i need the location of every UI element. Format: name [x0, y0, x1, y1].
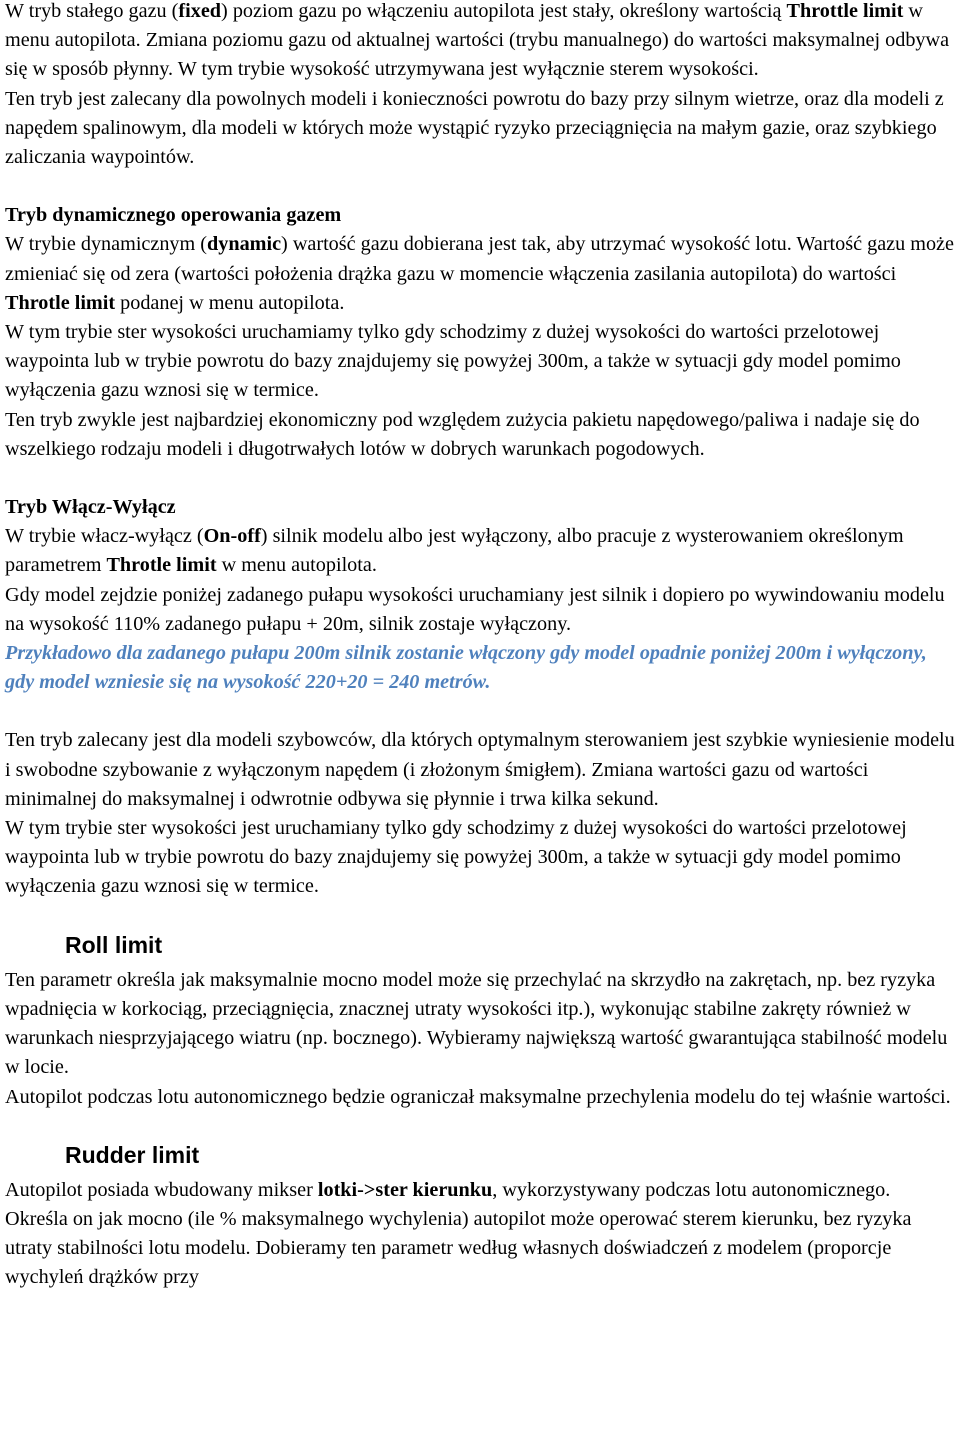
dynamic-mode-title: Tryb dynamicznego operowania gazem [5, 204, 342, 227]
rudder-limit-paragraph [5, 1176, 957, 1293]
text-run: w menu autopilota. [216, 554, 377, 577]
onoff-mode-title: Tryb Włącz-Wyłącz [5, 496, 176, 519]
onoff-mode-glider-paragraph: Ten tryb zalecany jest dla modeli szybowców, dla których optymalnym sterowaniem jest szybkie wyniesienie modelu i swobodne szybowanie z wyłączonym napędem (i złożonym śmigłem). Zmiana wartości gazu od wartości minimalnej do maksymalnej i odwrotnie odbywa się płynnie i trwa kilka sekund. [5, 729, 955, 810]
dynamic-mode-elevator-paragraph: W tym trybie ster wysokości uruchamiamy tylko gdy schodzimy z dużej wysokości do wartości przelotowej waypointa lub w trybie powrotu do bazy znajdujemy się powyżej 300m, a także w sytuacji gdy model pomimo wyłączenia gazu wznosi się w termice. [5, 321, 901, 402]
onoff-mode-paragraph [5, 522, 957, 580]
spacer [5, 1112, 957, 1132]
onoff-mode-elevator-paragraph: W tym trybie ster wysokości jest uruchamiany tylko gdy schodzimy z dużej wysokości do wartości przelotowej waypointa lub w trybie powrotu do bazy znajdujemy się powyżej 300m, a także w sytuacji gdy model pomimo wyłączenia gazu wznosi się w termice. [5, 817, 907, 898]
roll-limit-autopilot-paragraph: Autopilot podczas lotu autonomicznego będzie ograniczał maksymalne przechylenia modelu do tej właśnie wartości. [5, 1085, 951, 1108]
spacer [5, 902, 957, 922]
text-run: W trybie dynamicznym ( [5, 233, 208, 256]
spacer [5, 172, 957, 201]
fixed-mode-recommendation: Ten tryb jest zalecany dla powolnych modeli i konieczności powrotu do bazy przy silnym wietrze, oraz dla modeli z napędem spalinowym, dla modeli w których może wystąpić ryzyko przeciągnięcia na małym gazie, oraz szybkiego zaliczania waypointów. [5, 87, 944, 169]
text-run: ) wartość gazu dobierana jest tak, aby utrzymać wysokość lotu. Wartość gazu może zmieniać się od zera (wartości położenia drążka gazu w momencie włączenia zasilania autopilota) do wartości [5, 233, 954, 285]
roll-limit-paragraph: Ten parametr określa jak maksymalnie mocno model może się przechylać na skrzydło na zakrętach, np. bez ryzyka wpadnięcia w korkociąg, przeciągnięcia, znacznej utraty wysokości itp.), wykonując stabilne zakręty również w warunkach niesprzyjającego wiatru (np. bocznego). Wybieramy największą wartość gwarantująca stabilność modelu w locie. [5, 968, 948, 1079]
text-run: W trybie włacz-wyłącz ( [5, 525, 204, 548]
fixed-mode-paragraph [5, 0, 957, 85]
text-run: podanej w menu autopilota. [115, 291, 345, 314]
text-run: w menu autopilota. Zmiana poziomu gazu od aktualnej wartości (trybu manualnego) do wartości maksymalnej odbywa się w sposób płynny. W tym trybie wysokość utrzymywana jest wyłącznie sterem wysokości. [5, 0, 950, 81]
mixer-keyword: lotki->ster kierunku [317, 1178, 493, 1201]
throtle-limit-keyword: Throtle limit [106, 554, 217, 577]
document-page [5, 0, 957, 1293]
text-run: W tryb stałego gazu ( [5, 0, 179, 22]
spacer [5, 697, 957, 726]
throtle-limit-keyword: Throtle limit [5, 291, 116, 314]
text-run: Autopilot posiada wbudowany mikser [5, 1178, 318, 1201]
onoff-mode-example: Przykładowo dla zadanego pułapu 200m silnik zostanie włączony gdy model opadnie poniżej 200m i wyłączony, gdy model wzniesie się na wysokość 220+20 = 240 metrów. [5, 642, 927, 694]
onoff-mode-engine-paragraph: Gdy model zejdzie poniżej zadanego pułapu wysokości uruchamiany jest silnik i dopiero po wywindowaniu modelu na wysokość 110% zadanego pułapu + 20m, silnik zostaje wyłączony. [5, 583, 945, 635]
dynamic-mode-paragraph [5, 230, 957, 318]
rudder-limit-heading: Rudder limit [65, 1141, 200, 1168]
dynamic-mode-economy-paragraph: Ten tryb zwykle jest najbardziej ekonomiczny pod względem zużycia pakietu napędowego/paliwa i nadaje się do wszelkiego rodzaju modeli i długotrwałych lotów w dobrych warunkach pogodowych. [5, 408, 920, 460]
roll-limit-heading: Roll limit [65, 931, 163, 958]
text-run: ) silnik modelu albo jest wyłączony, albo pracuje z wysterowaniem określonym parametrem [5, 525, 904, 577]
text-run: ) poziom gazu po włączeniu autopilota jest stały, określony wartością [221, 0, 787, 22]
fixed-keyword: fixed [178, 0, 222, 22]
text-run: , wykorzystywany podczas lotu autonomicznego. Określa on jak mocno (ile % maksymalnego wychylenia) autopilot może operować sterem kierunku, bez ryzyka utraty stabilności lotu modelu. Dobieramy ten parametr według własnych doświadczeń z modelem (proporcje wychyleń drążków przy [5, 1178, 912, 1289]
throttle-limit-keyword: Throttle limit [786, 0, 904, 22]
spacer [5, 464, 957, 493]
dynamic-keyword: dynamic [207, 233, 282, 256]
onoff-keyword: On-off [203, 525, 261, 548]
